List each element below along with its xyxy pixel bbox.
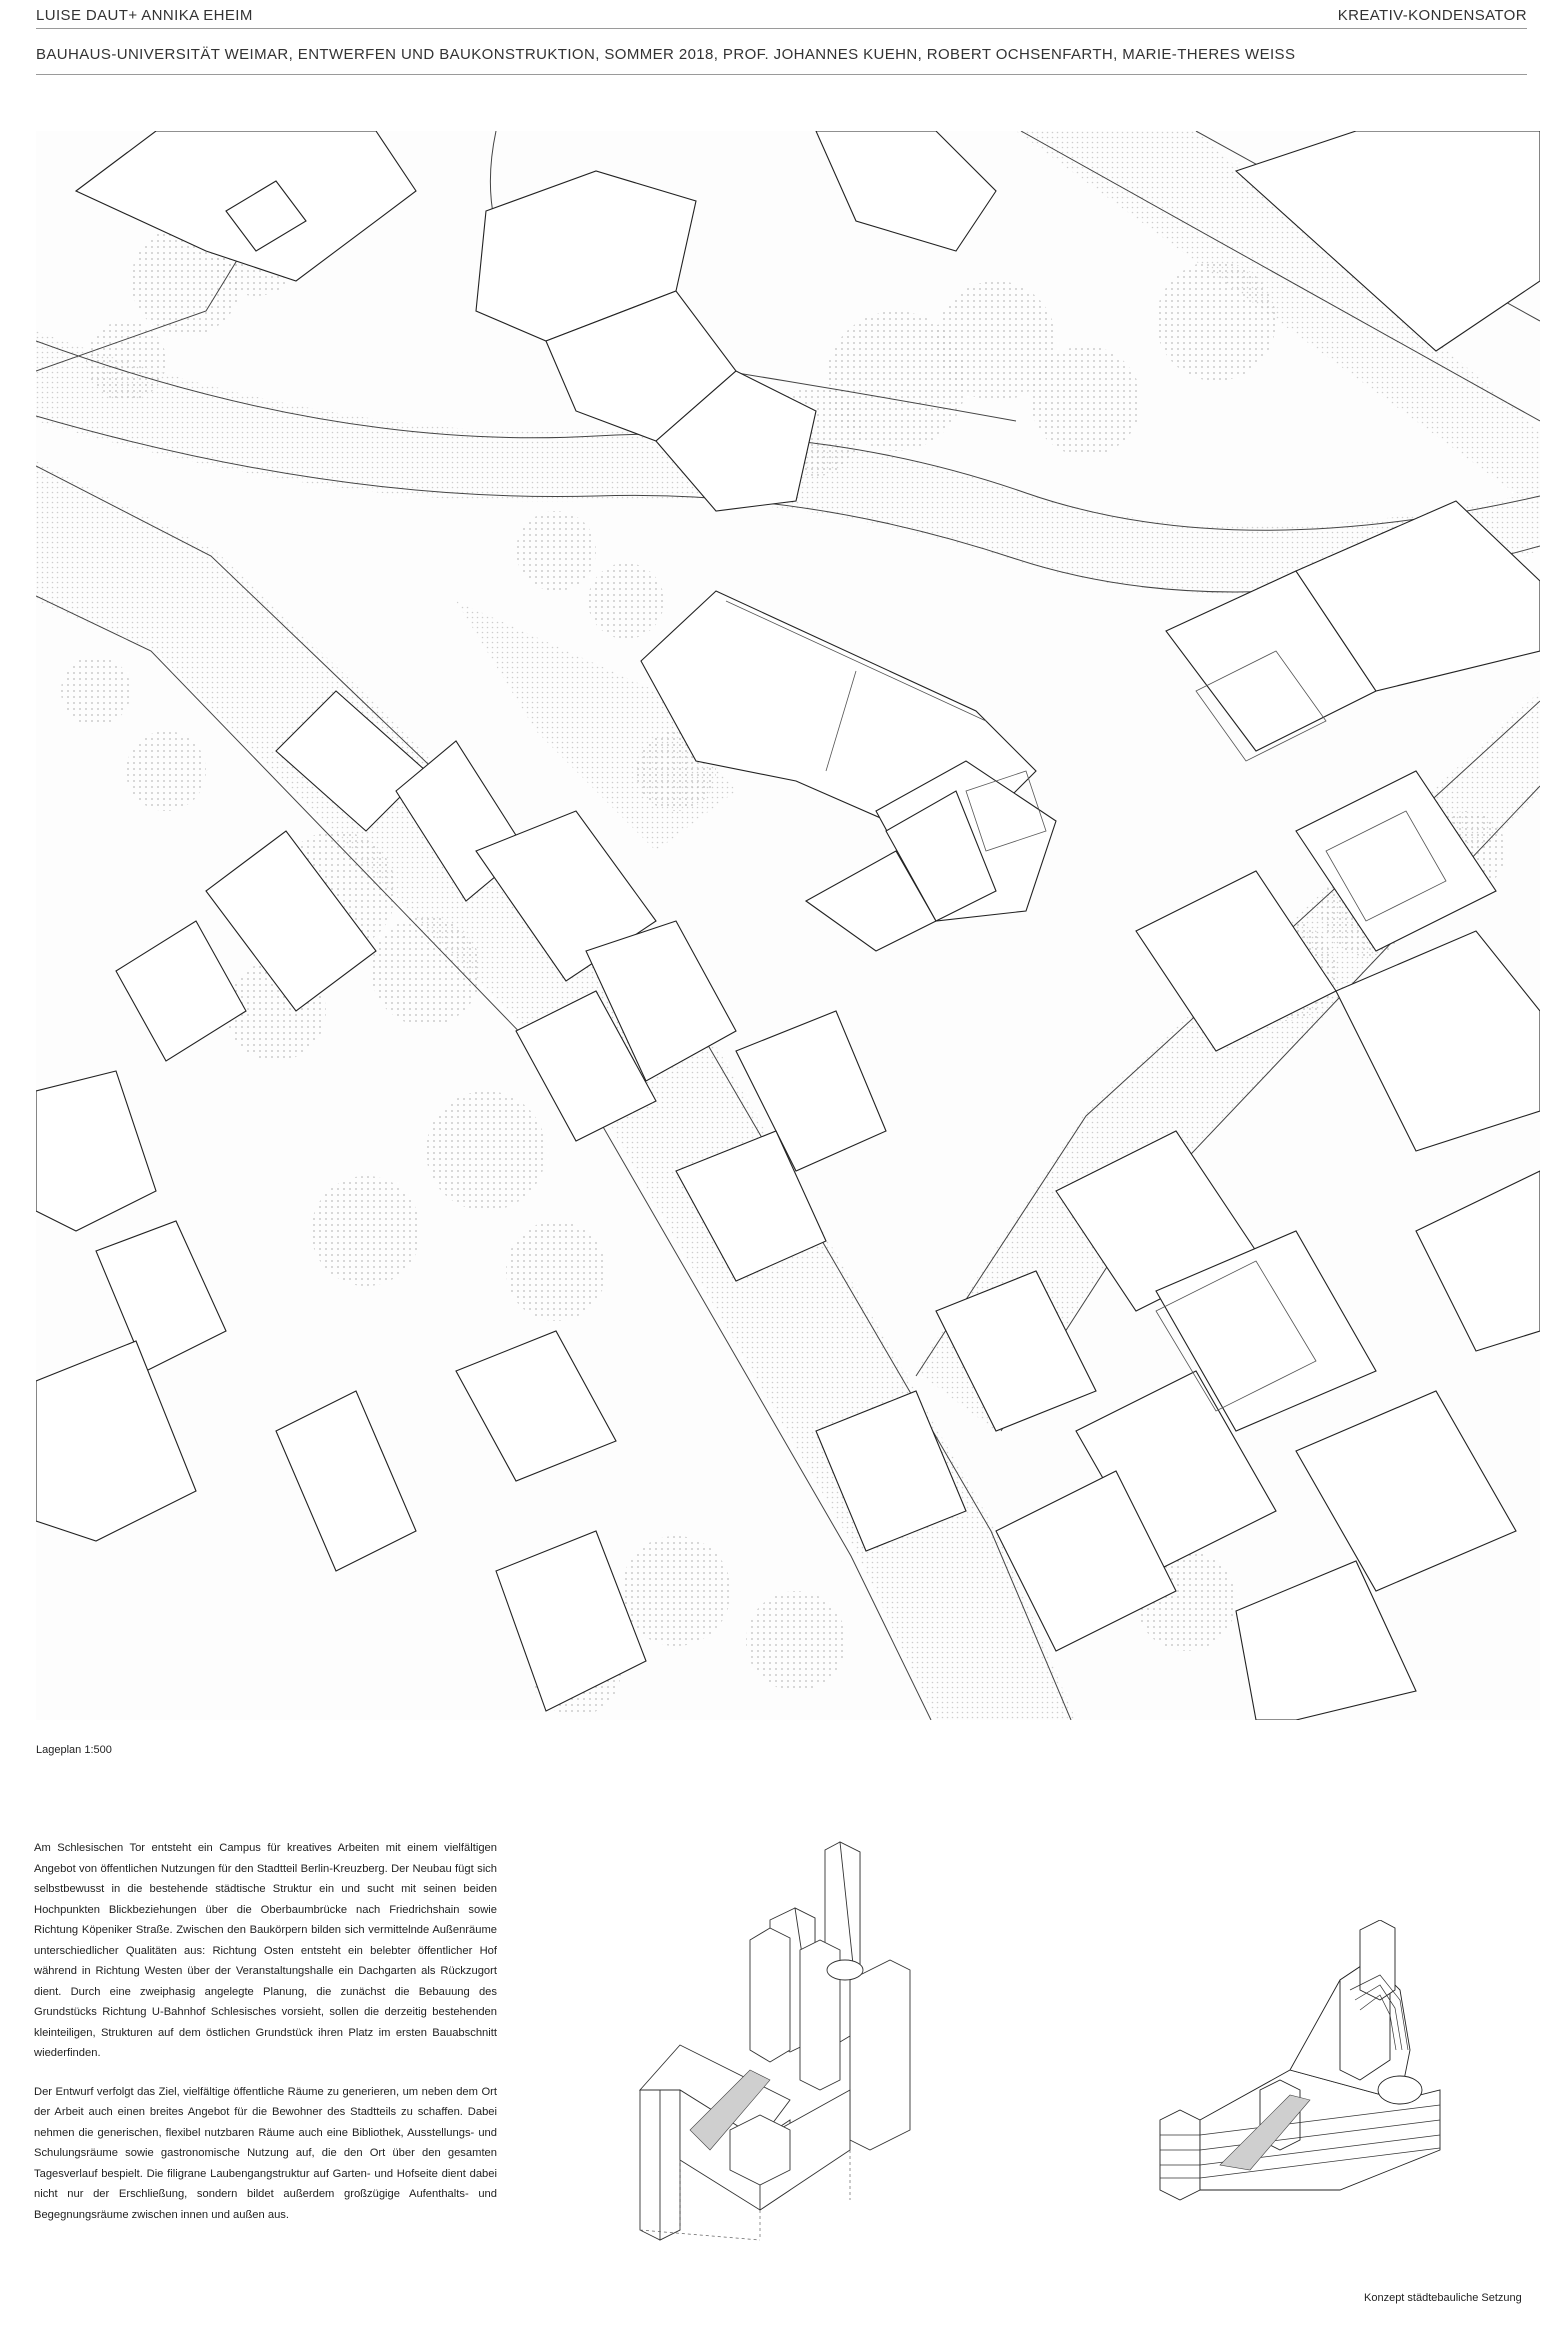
site-plan (36, 131, 1540, 1720)
site-plan-caption: Lageplan 1:500 (36, 1744, 112, 1756)
project-title: KREATIV-KONDENSATOR (1337, 6, 1527, 24)
axonometric-drawing-1 (620, 1830, 940, 2250)
authors: LUISE DAUT+ ANNIKA EHEIM (36, 6, 253, 24)
header-row (36, 2, 1527, 29)
axonometric-concept-2 (1140, 1920, 1460, 2210)
site-plan-drawing (36, 131, 1540, 1720)
description (34, 1838, 497, 2243)
concept-caption: Konzept städtebauliche Setzung (1364, 2292, 1522, 2304)
description-paragraph-2: Der Entwurf verfolgt das Ziel, vielfältige öffentliche Räume zu generieren, um neben dem Ort der Arbeit auch einen breites Angebot für die Bewohner des Stadtteils zu schaffen. Dabei nehmen die generischen, flexibel nutzbaren Räume auch eine Bibliothek, Ausstellungs- und Schulungsräume sowie gastronomische Nutzung auf, die den Ort über den gesamten Tagesverlauf bespielt. Die filigrane Laubengangstruktur auf Garten- und Hofseite dient dabei nicht nur der Erschließung, sondern bildet außerdem großzügige Aufenthalts- und Begegnungsräume zwischen innen und außen aus. (34, 2085, 497, 2221)
description-paragraph-1: Am Schlesischen Tor entsteht ein Campus für kreatives Arbeiten mit einem vielfältigen Angebot von öffentlichen Nutzungen für den Stadtteil Berlin-Kreuzberg. Der Neubau fügt sich selbstbewusst in die bestehende städtische Struktur ein und sucht mit seinen beiden Hochpunkten Blickbeziehungen über die Oberbaumbrücke nach Friedrichshain sowie Richtung Köpeniker Straße. Zwischen den Baukörpern bilden sich vermittelnde Außenräume unterschiedlicher Qualitäten aus: Richtung Osten entsteht ein belebter öffentlicher Hof während in Richtung Westen über der Veranstaltungshalle ein Dachgarten als Rückzugort dient. Durch eine zweiphasig angelegte Planung, die zunächst die Bebauung des Grundstücks Richtung U-Bahnhof Schlesisches vorsieht, sollen die derzeitig bestehenden kleinteiligen, Strukturen auf dem östlichen Grundstück ihren Platz im ersten Bauabschnitt wiederfinden. (34, 1842, 497, 2059)
axonometric-drawing-2 (1140, 1920, 1460, 2210)
course-info: BAUHAUS-UNIVERSITÄT WEIMAR, ENTWERFEN UND BAUKONSTRUKTION, SOMMER 2018, PROF. JOHANNES KUEHN, ROBERT OCHSENFARTH, MARIE-THERES WEISS (36, 45, 1296, 63)
axonometric-concept-1 (620, 1830, 940, 2250)
course-row (36, 34, 1527, 75)
